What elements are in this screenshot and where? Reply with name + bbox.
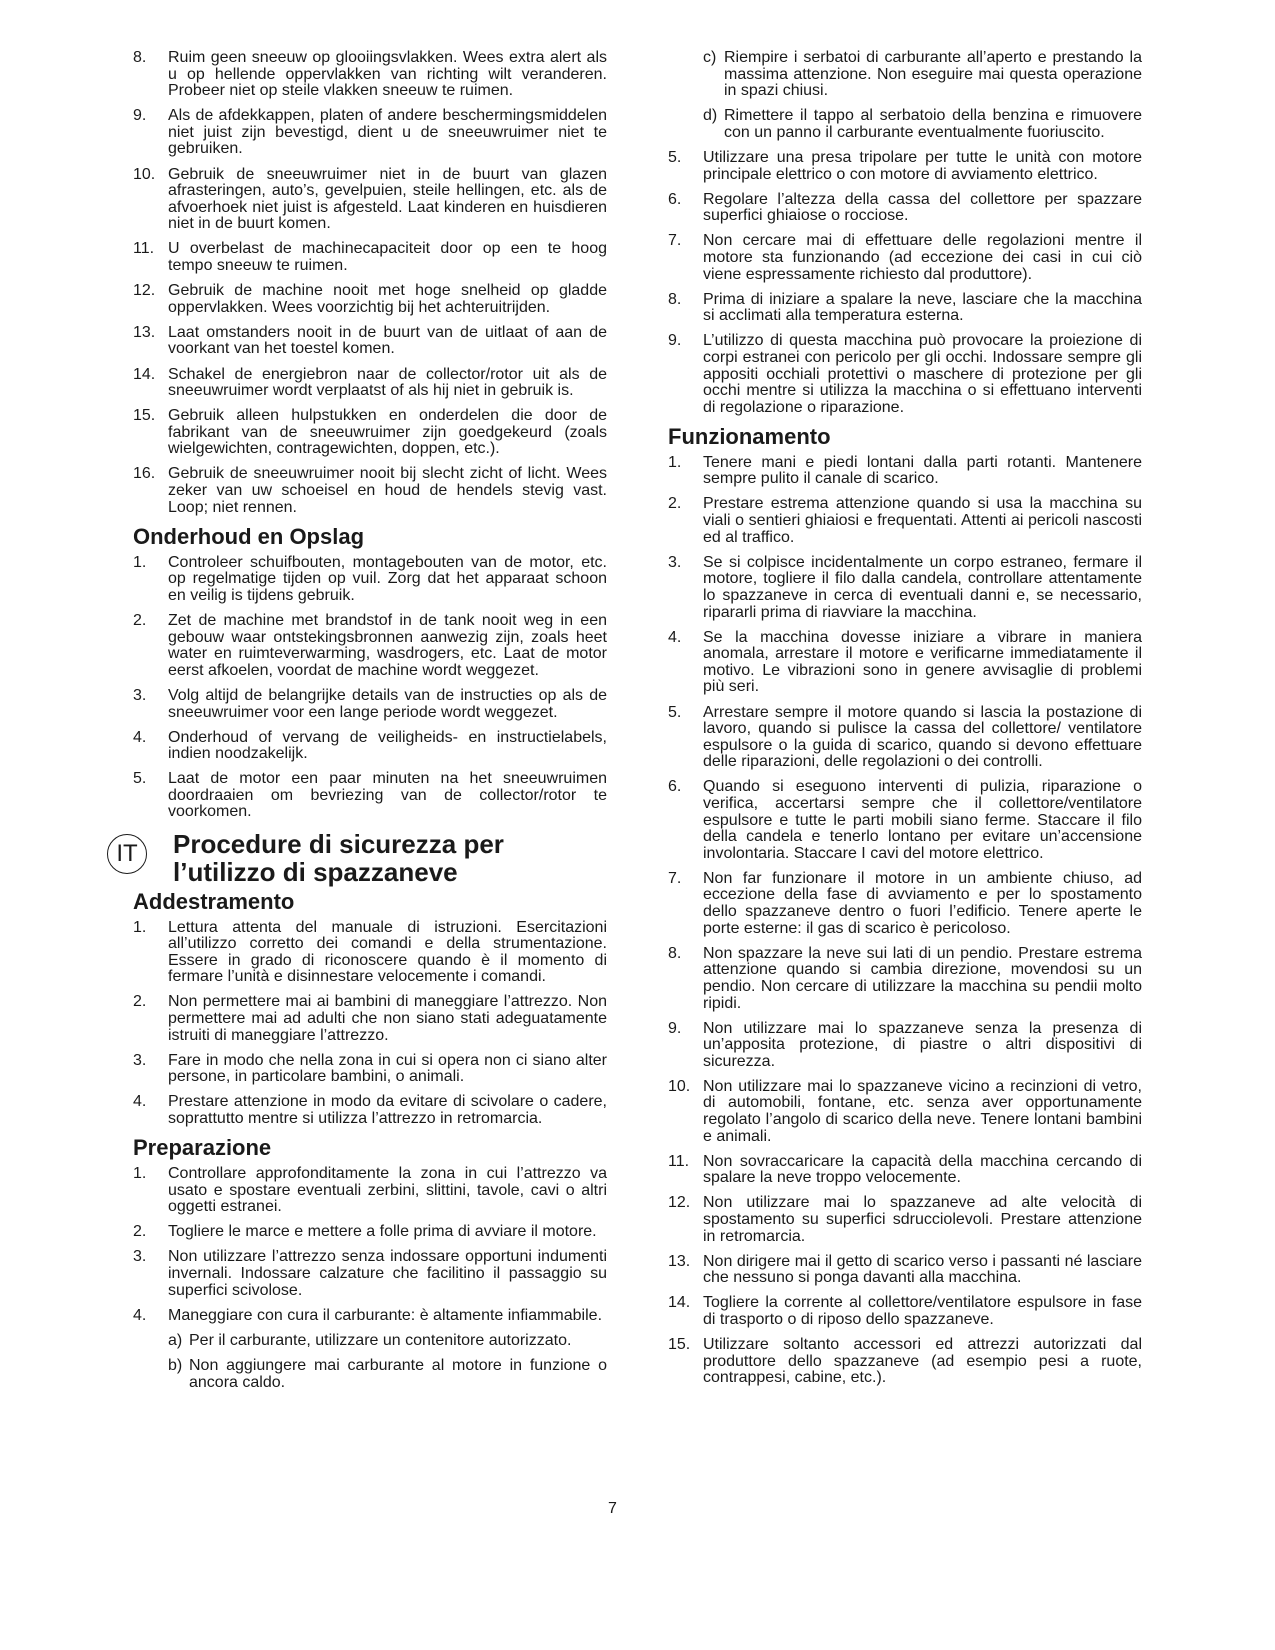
item-number: 12. (133, 282, 156, 300)
item-number: 6. (668, 190, 682, 208)
item-number: 9. (133, 107, 147, 125)
item-number: 1. (668, 453, 682, 471)
item-number: c) (703, 49, 717, 66)
list-item (668, 292, 1142, 325)
item-text: Rimettere il tappo al serbatoio della benzina e rimuovere con un panno il carburante eventualmente fuoriuscito. (724, 107, 1142, 141)
language-section-header (116, 828, 607, 887)
item-number: 16. (133, 465, 156, 483)
section-heading: Onderhoud en Opslag (133, 523, 365, 549)
item-number: 3. (133, 1051, 147, 1069)
item-text: Non spazzare la neve sui lati di un pendio. Prestare estrema attenzione quando si cambia direzione, movendosi su un pendio. Non cercare di utilizzare la macchina su pendii molto ripidi. (703, 944, 1142, 1012)
item-number: 3. (668, 553, 682, 571)
right-column (668, 50, 1142, 1395)
list-item (668, 779, 1142, 862)
item-text: Non dirigere mai il getto di scarico verso i passanti né lasciare che nessuno si ponga davanti alla macchina. (703, 1252, 1142, 1287)
item-text: Regolare l’altezza della cassa del collettore per spazzare superfici ghiaiose o rocciose. (703, 190, 1142, 225)
item-number: 5. (668, 703, 682, 721)
list-item (668, 1079, 1142, 1145)
list-item (133, 730, 607, 763)
item-text: Volg altijd de belangrijke details van de instructies op als de sneeuwruimer voor een lange periode wordt weggezet. (168, 686, 607, 721)
item-text: Utilizzare soltanto accessori ed attrezzi autorizzati dal produttore dello spazzaneve (ad esempio pesi a ruote, contrappesi, cabine, etc.). (703, 1336, 1142, 1387)
item-number: 2. (668, 495, 682, 513)
list-item (133, 555, 607, 605)
item-number: 13. (133, 323, 156, 341)
list-item (133, 1308, 607, 1325)
item-number: 9. (668, 1019, 682, 1037)
item-number: 7. (668, 232, 682, 250)
item-number: 4. (668, 628, 682, 646)
list-item (133, 1094, 607, 1127)
list-item (133, 1249, 607, 1299)
item-number: 8. (668, 290, 682, 308)
list-item (668, 1337, 1142, 1387)
item-text: Prestare estrema attenzione quando si usa la macchina su viali o sentieri ghiaiosi e frequentati. Attenti ai pericoli nascosti ed al traffico. (703, 495, 1142, 546)
list-item (668, 455, 1142, 488)
item-number: 14. (668, 1294, 691, 1312)
list-item (668, 150, 1142, 183)
item-text: Gebruik de machine nooit met hoge snelheid op gladde oppervlakken. Wees voorzichtig bij het achteruitrijden. (168, 282, 607, 316)
list-item (668, 705, 1142, 771)
list-item (133, 613, 607, 679)
item-number: 6. (668, 778, 682, 796)
item-number: 4. (133, 1306, 147, 1324)
item-number: 7. (668, 869, 682, 887)
item-text: Controllare approfonditamente la zona in cui l’attrezzo va usato e spostare eventuali zerbini, slittini, tavole, cavi o altri oggetti estranei. (168, 1165, 607, 1216)
item-number: 3. (133, 1248, 147, 1266)
list-item (133, 408, 607, 458)
item-text: Fare in modo che nella zona in cui si opera non ci siano alter persone, in particolare bambini, o animali. (168, 1051, 607, 1086)
left-column (116, 49, 607, 1400)
item-number: 14. (133, 365, 156, 383)
item-text: Ruim geen sneeuw op glooiingsvlakken. Wees extra alert als u op hellende oppervlakken van richting wilt veranderen. Probeer niet op steile vlakken sneeuw te ruimen. (168, 49, 607, 100)
item-text: Non sovraccaricare la capacità della macchina cercando di spalare la neve troppo velocemente. (703, 1152, 1142, 1187)
item-text: Non far funzionare il motore in un ambiente chiuso, ad eccezione della fase di avviamento e per lo spostamento dello spazzaneve dentro o fuori l’edificio. Tenere aperte le porte esterne: il gas di scarico è pericoloso. (703, 869, 1142, 937)
item-text: Prima di iniziare a spalare la neve, lasciare che la macchina si acclimati alla temperatura esterna. (703, 290, 1142, 325)
item-number: 9. (668, 332, 682, 350)
list-item (133, 688, 607, 721)
list-item (133, 920, 607, 986)
item-number: 2. (133, 612, 147, 630)
item-text: Laat de motor een paar minuten na het sneeuwruimen doordraaien om bevriezing van de collector/rotor te voorkomen. (168, 770, 607, 821)
item-text: Als de afdekkappen, platen of andere beschermingsmiddelen niet juist zijn bevestigd, dient u de sneeuwruimer niet te gebruiken. (168, 107, 607, 158)
item-number: 12. (668, 1194, 691, 1212)
list-item (133, 167, 607, 233)
list-item (668, 555, 1142, 621)
list-item (133, 466, 607, 516)
item-text: Tenere mani e piedi lontani dalla parti rotanti. Mantenere sempre pulito il canale di scarico. (703, 453, 1142, 488)
item-number: 11. (133, 240, 155, 258)
list-item (133, 994, 607, 1044)
list-item (668, 1295, 1142, 1328)
item-text: Non utilizzare l’attrezzo senza indossare opportuni indumenti invernali. Indossare calzature che facilitino il passaggio su superfici scivolose. (168, 1248, 607, 1299)
item-number: 10. (133, 165, 156, 183)
item-text: Non cercare mai di effettuare delle regolazioni mentre il motore sta funzionando (ad eccezione dei casi in cui ciò viene espressamente richiesto dal produttore). (703, 232, 1142, 283)
list-subitem (703, 108, 1142, 141)
list-item (668, 233, 1142, 283)
item-text: Togliere le marce e mettere a folle prima di avviare il motore. (168, 1223, 597, 1241)
item-text: L’utilizzo di questa macchina può provocare la proiezione di corpi estranei con pericolo per gli occhi. Indossare sempre gli appositi occhiali protettivi o maschere di protezione per gli occhi mentre si utilizza la macchina o si effettuano interventi di regolazione o riparazione. (703, 332, 1142, 416)
item-number: 1. (133, 918, 147, 936)
list-item (133, 1224, 607, 1241)
item-number: 11. (668, 1152, 690, 1170)
list-subitem (703, 50, 1142, 100)
item-text: Gebruik de sneeuwruimer nooit bij slecht zicht of licht. Wees zeker van uw schoeisel en houd de hendels stevig vast. Loop; niet rennen. (168, 465, 607, 516)
list-item (668, 630, 1142, 696)
section-title: Procedure di sicurezza per l’utilizzo di spazzaneve (173, 828, 504, 887)
item-text: Schakel de energiebron naar de collector/rotor uit als de sneeuwruimer wordt verplaatst of als hij niet in gebruik is. (168, 365, 607, 400)
list-item (668, 946, 1142, 1012)
list-item (668, 1154, 1142, 1187)
language-badge: IT (107, 834, 147, 874)
list-item (668, 496, 1142, 546)
list-item (133, 325, 607, 358)
item-number: 8. (668, 944, 682, 962)
item-text: Quando si eseguono interventi di pulizia, riparazione o verifica, accertarsi sempre che il collettore/ventilatore espulsore e tutte le parti mobili siano ferme. Staccare il filo della candela e tenerlo lontano per evitare un’accensione involontaria. Staccare I cavi del motore elettrico. (703, 778, 1142, 862)
item-text: Non permettere mai ai bambini di maneggiare l’attrezzo. Non permettere mai ad adulti che non siano stati adeguatamente istruiti di maneggiare l’attrezzo. (168, 993, 607, 1044)
item-number: 15. (133, 407, 156, 425)
item-text: Non aggiungere mai carburante al motore in funzione o ancora caldo. (189, 1356, 607, 1391)
item-text: Se si colpisce incidentalmente un corpo estraneo, fermare il motore, togliere il filo dalla candela, controllare attentamente lo spazzaneve in cerca di eventuali danni e, se necessario, ripararli prima di riavviare la macchina. (703, 553, 1142, 621)
item-text: Riempire i serbatoi di carburante all’aperto e prestando la massima attenzione. Non eseguire mai questa operazione in spazi chiusi. (724, 49, 1142, 100)
list-item (133, 1053, 607, 1086)
item-number: 8. (133, 49, 147, 66)
list-item (668, 1021, 1142, 1071)
item-text: Arrestare sempre il motore quando si lascia la postazione di lavoro, quando si pulisce la cassa del collettore/ ventilatore espulsore o la guida di scarico, quando si devono effettuare delle riparazioni, delle regolazioni o dei controlli. (703, 703, 1142, 771)
list-item (133, 241, 607, 274)
item-number: d) (703, 107, 718, 125)
item-text: Togliere la corrente al collettore/ventilatore espulsore in fase di trasporto o di riposo dello spazzaneve. (703, 1294, 1142, 1328)
list-item (133, 1166, 607, 1216)
item-number: 3. (133, 686, 147, 704)
item-text: Utilizzare una presa tripolare per tutte le unità con motore principale elettrico o con motore di avviamento elettrico. (703, 148, 1142, 183)
item-number: 13. (668, 1252, 691, 1270)
item-text: Prestare attenzione in modo da evitare di scivolare o cadere, soprattutto mentre si utilizza l’attrezzo in retromarcia. (168, 1093, 607, 1127)
item-text: Non utilizzare mai lo spazzaneve ad alte velocità di spostamento su superfici sdrucciolevoli. Prestare attenzione in retromarcia. (703, 1194, 1142, 1245)
list-item (133, 367, 607, 400)
list-item (668, 192, 1142, 225)
list-item (133, 50, 607, 100)
list-subitem (168, 1358, 607, 1391)
item-text: Se la macchina dovesse iniziare a vibrare in maniera anomala, arrestare il motore e verificarne immediatamente il motivo. Le vibrazioni sono in genere avvisaglie di problemi più seri. (703, 628, 1142, 696)
item-text: Non utilizzare mai lo spazzaneve senza la presenza di un’apposita protezione, di piastre o altri dispositivi di sicurezza. (703, 1019, 1142, 1070)
list-item (668, 333, 1142, 416)
item-number: 10. (668, 1077, 691, 1095)
item-number: b) (168, 1356, 183, 1374)
item-number: 2. (133, 993, 147, 1011)
item-number: 1. (133, 1165, 147, 1183)
list-item (133, 283, 607, 316)
list-item (668, 871, 1142, 937)
item-text: Onderhoud of vervang de veiligheids- en instructielabels, indien noodzakelijk. (168, 728, 607, 763)
item-text: Lettura attenta del manuale di istruzioni. Esercitazioni all’utilizzo corretto dei comandi e della strumentazione. Essere in grado di riconoscere quando è il momento di fermare l’unità e disinnestare velocemente i comandi. (168, 918, 607, 986)
item-number: 5. (133, 770, 147, 788)
item-number: 2. (133, 1223, 147, 1241)
item-number: 4. (133, 728, 147, 746)
item-text: Gebruik alleen hulpstukken en onderdelen die door de fabrikant van de sneeuwruimer zijn goedgekeurd (zoals wielgewichten, contragewichten, doppen, etc.). (168, 407, 607, 458)
section-heading: Preparazione (133, 1135, 272, 1161)
list-item (668, 1195, 1142, 1245)
item-text: Gebruik de sneeuwruimer niet in de buurt van glazen afrasteringen, auto’s, gevelpuien, steile hellingen, etc. als de afvoerhoek niet juist is afgesteld. Laat kinderen en huisdieren niet in de buurt komen. (168, 165, 607, 233)
item-number: 15. (668, 1336, 691, 1354)
section-heading: Funzionamento (668, 423, 831, 449)
list-subitem (168, 1333, 607, 1350)
item-text: Controleer schuifbouten, montagebouten van de motor, etc. op regelmatige tijden op vuil. Zorg dat het apparaat schoon en veilig is tijdens gebruik. (168, 553, 607, 604)
item-text: U overbelast de machinecapaciteit door op een te hoog tempo sneeuw te ruimen. (168, 240, 607, 275)
item-text: Non utilizzare mai lo spazzaneve vicino a recinzioni di vetro, di automobili, fontane, etc. senza aver opportunamente regolato l’angolo di scarico della neve. Tenere lontani bambini e animali. (703, 1077, 1142, 1145)
item-text: Per il carburante, utilizzare un contenitore autorizzato. (189, 1331, 572, 1349)
list-item (133, 771, 607, 821)
item-number: a) (168, 1331, 183, 1349)
page-number: 7 (608, 1500, 617, 1517)
item-text: Zet de machine met brandstof in de tank nooit weg in een gebouw waar ontstekingsbronnen aanwezig zijn, zoals heet water en ruimteverwarming, wasdrogers, etc. Laat de motor eerst afkoelen, voordat de machine wordt weggezet. (168, 612, 607, 679)
item-text: Maneggiare con cura il carburante: è altamente infiammabile. (168, 1306, 603, 1324)
list-item (668, 1254, 1142, 1287)
item-number: 1. (133, 553, 147, 571)
section-heading: Addestramento (133, 888, 295, 914)
item-number: 5. (668, 148, 682, 166)
list-item (133, 108, 607, 158)
item-text: Laat omstanders nooit in de buurt van de uitlaat of aan de voorkant van het toestel komen. (168, 323, 607, 358)
item-number: 4. (133, 1093, 147, 1111)
